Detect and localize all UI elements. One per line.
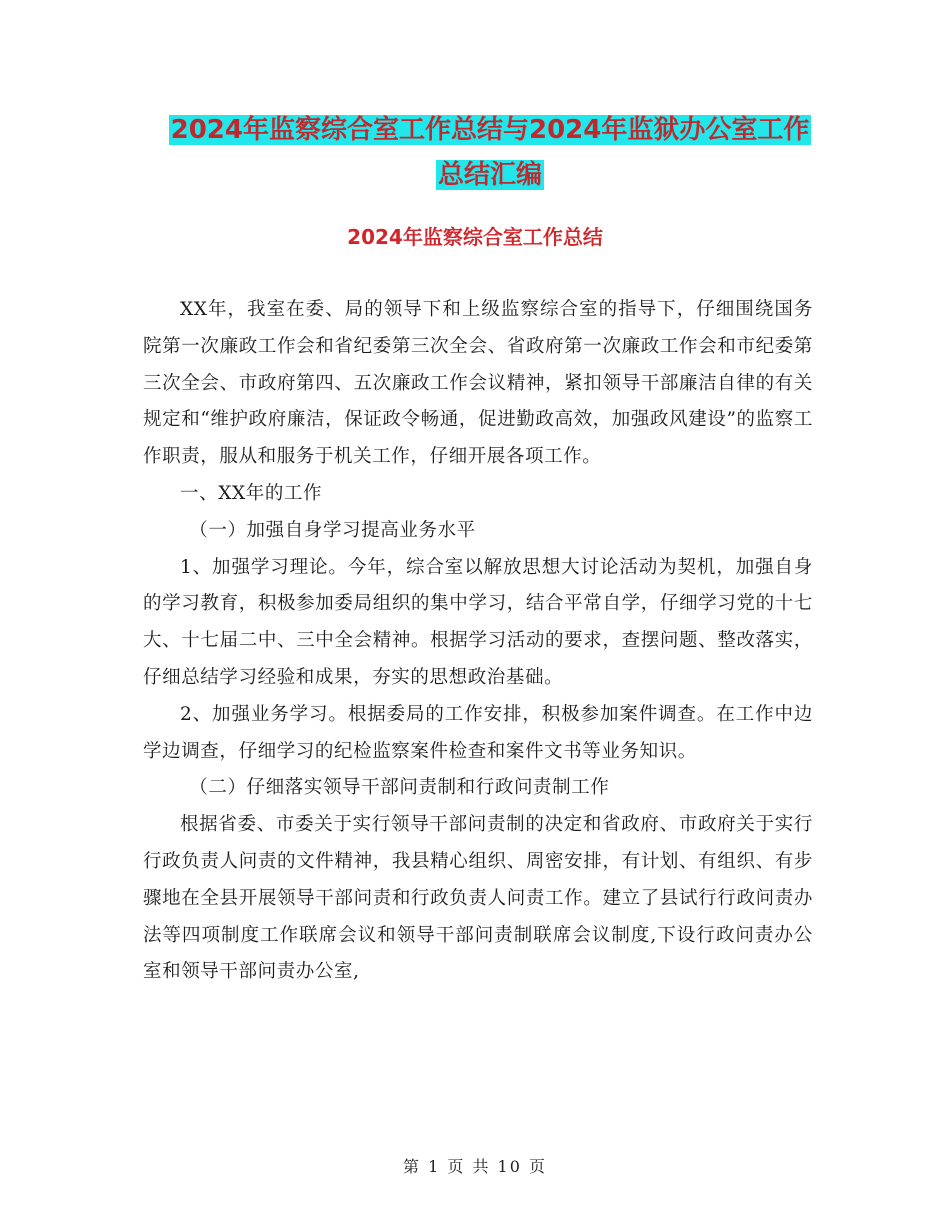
paragraph-accountability: 根据省委、市委关于实行领导干部问责制的决定和省政府、市政府关于实行行政负责人问责的文件精神，我县精心组织、周密安排，有计划、有组织、有步骤地在全县开展领导干部问责和行政负责人问责工作。建立了县试行行政问责办法等四项制度工作联席会议和领导干部问责制联席会议制度,下设行政问责办公室和领导干部问责办公室, [143, 814, 813, 983]
paragraph-study-business: 2、加强业务学习。根据委局的工作安排，积极参加案件调查。在工作中边学边调查，仔细学习的纪检监察案件检查和案件文书等业务知识。 [143, 703, 813, 762]
page-number-footer: 第 1 页 共 10 页 [403, 1157, 547, 1176]
body-text [143, 292, 813, 991]
section-title: 2024年监察综合室工作总结 [347, 225, 603, 249]
subheading-1: （一）加强自身学习提高业务水平 [189, 519, 476, 541]
document-title-line-1: 2024年监察综合室工作总结与2024年监狱办公室工作 [170, 115, 810, 145]
heading-part-1: 一、XX年的工作 [180, 482, 323, 504]
paragraph-intro: XX年，我室在委、局的领导下和上级监察综合室的指导下，仔细围绕国务院第一次廉政工作会和省纪委第三次全会、省政府第一次廉政工作会和市纪委第三次全会、市政府第四、五次廉政工作会议精神，紧扣领导干部廉洁自律的有关规定和“维护政府廉洁，保证政令畅通，促进勤政高效，加强政风建设”的监察工作职责，服从和服务于机关工作，仔细开展各项工作。 [143, 299, 813, 468]
paragraph-study-theory: 1、加强学习理论。今年，综合室以解放思想大讨论活动为契机，加强自身的学习教育，积极参加委局组织的集中学习，结合平常自学，仔细学习党的十七大、十七届二中、三中全会精神。根据学习活动的要求，查摆问题、整改落实，仔细总结学习经验和成果，夯实的思想政治基础。 [143, 556, 813, 688]
document-title-line-2: 总结汇编 [437, 160, 542, 190]
document-title [140, 108, 840, 198]
subheading-2: （二）仔细落实领导干部问责制和行政问责制工作 [189, 777, 610, 799]
